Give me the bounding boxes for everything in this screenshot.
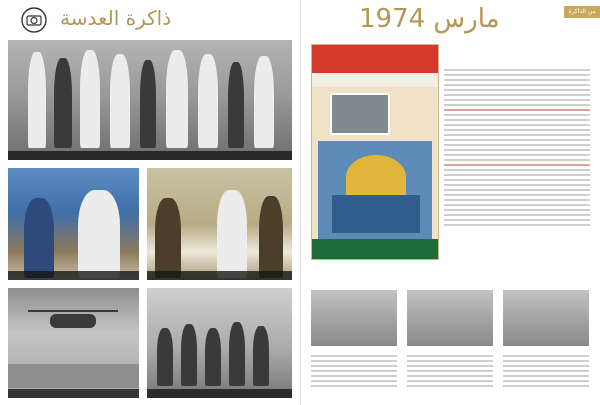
photo-caption [147, 389, 292, 398]
page-title: مارس 1974 [359, 4, 500, 34]
article-column [444, 66, 590, 280]
bottom-grid [311, 290, 591, 398]
cover-masthead-band [312, 45, 438, 73]
photo-parachute [147, 288, 292, 398]
bottom-text-lines [503, 352, 589, 390]
photo-parachute-scene [147, 288, 292, 398]
bottom-photo [407, 290, 493, 346]
photo-caption [8, 151, 292, 160]
photo-caption [147, 271, 292, 280]
right-page [300, 0, 600, 405]
camera-stamp-icon [20, 6, 48, 34]
photo-graduation-scene [8, 168, 139, 280]
photo-caption [8, 271, 139, 280]
photo-helicopter [8, 288, 139, 398]
bottom-column-right [503, 290, 589, 398]
cover-title-band [312, 73, 438, 87]
cover-building-base [332, 195, 420, 233]
article-text-lines [444, 69, 590, 226]
bottom-text-lines [407, 352, 493, 390]
photo-inspection-scene [147, 168, 292, 280]
section-tab: من الذاكرة [564, 6, 600, 18]
photo-caption [8, 389, 139, 398]
dome-of-the-rock-icon [346, 155, 406, 199]
cover-footer-band [312, 239, 438, 259]
photo-graduation [8, 168, 139, 280]
bottom-photo [503, 290, 589, 346]
bottom-text-lines [311, 352, 397, 390]
photo-inspection [147, 168, 292, 280]
photo-ceremony-scene [8, 40, 292, 160]
bottom-column-middle [407, 290, 493, 398]
section-title: ذاكرة العدسة [60, 6, 172, 30]
magazine-cover [311, 44, 439, 260]
bottom-photo [311, 290, 397, 346]
photo-ceremony [8, 40, 292, 160]
photo-helicopter-scene [8, 288, 139, 398]
cover-inset-photo [330, 93, 390, 135]
bottom-column-left [311, 290, 397, 398]
